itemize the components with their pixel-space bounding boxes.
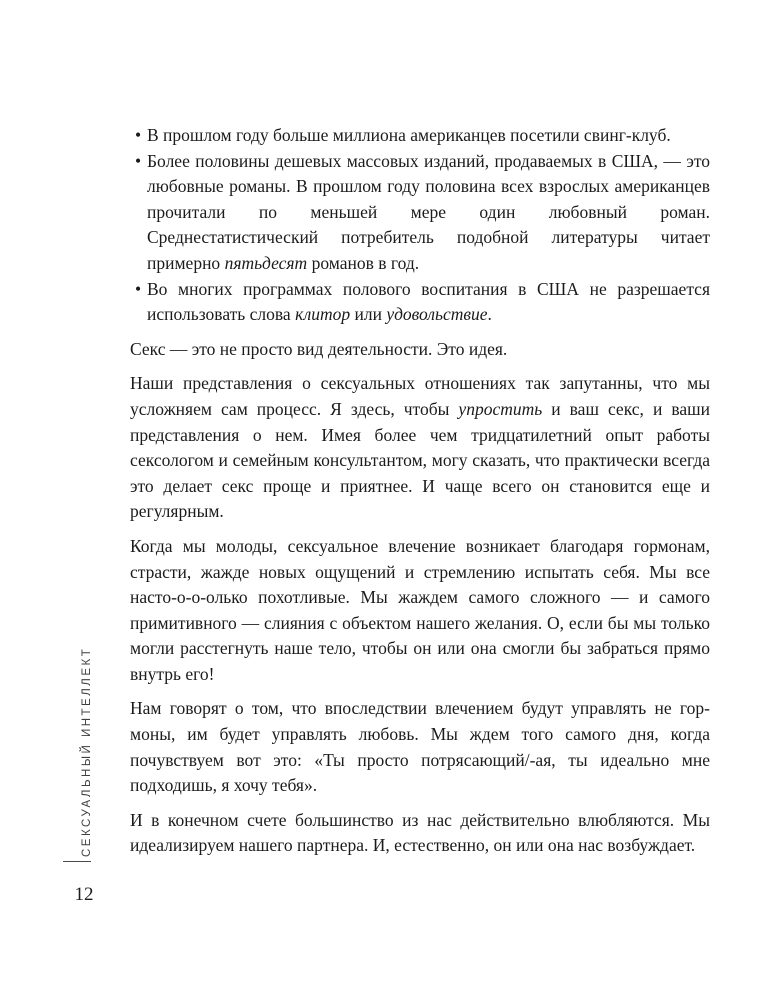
bullet-icon: • (135, 150, 142, 171)
text-run: Нам говорят о том, что впоследствии влечением будут управлять не гормоны, им будет управлять любовь. Мы ждем того самого дня, когда почувствуем вот это: «Ты просто потрясающий/-ая, ты идеально мне подходишь, я хочу тебя». (130, 698, 710, 796)
italic-text-run: пятьдесят (224, 252, 308, 273)
bullet-text (147, 125, 671, 145)
text-run: Во многих программах полового воспитания в США не разрешается использовать слова (147, 278, 710, 325)
list-item (130, 149, 710, 277)
bullet-icon: • (135, 278, 142, 299)
bullet-list (130, 123, 710, 328)
paragraph (130, 808, 710, 859)
paragraph (130, 371, 710, 525)
paragraph (130, 696, 710, 798)
italic-text-run: клитор (295, 304, 351, 325)
list-item (130, 277, 710, 328)
text-run: В прошлом году больше миллиона американцев посетили свинг-клуб. (147, 125, 671, 145)
text-run: Более половины дешевых массовых изданий, продаваемых в США, — это любовные романы. В прошлом году половина всех взрослых американцев прочитали по меньшей мере один любовный роман. Среднестатистический потребитель подобной литературы читает примерно (147, 150, 710, 273)
running-title: СЕКСУАЛЬНЫЙ ИНТЕЛЛЕКТ (81, 646, 93, 857)
bullet-text (147, 279, 710, 325)
italic-text-run: упростить (458, 398, 543, 419)
bullet-icon: • (135, 125, 142, 145)
text-run: романов в год. (307, 252, 420, 273)
text-column (130, 123, 710, 859)
text-run: и ваш секс, и ваши представления о нем. Имея более чем тридцатилетний опыт работы сексологом и семейным консультантом, могу сказать, что практически всегда это делает секс проще и приятнее. И чаще всего он становится еще и регулярным. (130, 398, 710, 522)
paragraph (130, 337, 710, 363)
sidebar-divider (63, 861, 91, 862)
text-run: Наши представления о сексуальных отношениях так запутанны, что мы усложняем сам процесс. Я здесь, чтобы (130, 373, 710, 419)
paragraph (130, 534, 710, 688)
text-run: И в конечном счете большинство из нас действительно влюбляются. Мы идеализируем нашего партнера. И, естественно, он или она нас возбуждает. (130, 809, 710, 856)
list-item (130, 123, 710, 149)
text-run: Секс — это не просто вид деятельности. Это идея. (130, 338, 508, 359)
italic-text-run: удовольствие (386, 304, 488, 325)
page-number: 12 (74, 884, 94, 905)
text-run: . (487, 304, 492, 325)
text-run: Когда мы молоды, сексуальное влечение возникает благодаря гормонам, страсти, жажде новых ощущений и стремлению испытать себя. Мы все насто-о-о-олько похотливые. Мы жаждем самого сложного — и самого примитивного — слияния с объектом нашего желания. О, если бы мы только могли расстегнуть наше тело, чтобы он или она смогли бы забраться прямо внутрь его! (130, 535, 710, 684)
bullet-text (147, 151, 710, 273)
paragraphs (130, 337, 710, 859)
text-run: или (350, 304, 387, 325)
